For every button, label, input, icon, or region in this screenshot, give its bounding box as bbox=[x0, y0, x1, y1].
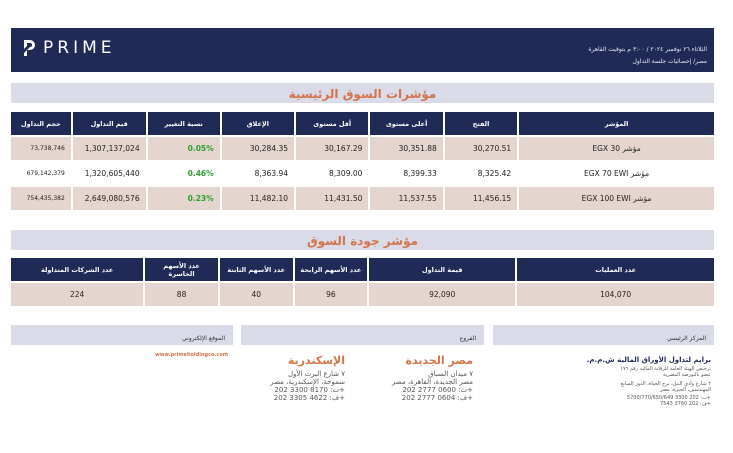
alexandria-title: الإسكندرية bbox=[287, 354, 345, 367]
close-value: 30,284.35 bbox=[222, 137, 294, 160]
heliopolis-title: مصر الجديدة bbox=[405, 354, 473, 367]
heliopolis-address2: مصر الجديدة، القاهرة، مصر bbox=[391, 378, 473, 386]
col-traded-companies: عدد الشركات المتداولة bbox=[11, 258, 143, 281]
traded-companies-value: 224 bbox=[11, 283, 143, 306]
prime-logo-icon bbox=[22, 39, 36, 57]
trades-count-value: 104,070 bbox=[517, 283, 714, 306]
high-value: 11,537.55 bbox=[370, 187, 442, 210]
market-quality-title-bar bbox=[11, 230, 714, 250]
hq-label: المركز الرئيسي bbox=[667, 335, 706, 342]
index-name: مؤشر EGX 30 bbox=[519, 137, 714, 160]
trade-value: 1,307,137,024 bbox=[73, 137, 146, 160]
low-value: 30,167.29 bbox=[296, 137, 368, 160]
table-row bbox=[11, 283, 714, 306]
low-value: 8,309.00 bbox=[296, 162, 368, 185]
high-value: 30,351.88 bbox=[370, 137, 442, 160]
table-row bbox=[11, 187, 714, 210]
gainers-value: 96 bbox=[295, 283, 368, 306]
col-open: الفتح bbox=[445, 112, 517, 135]
main-indices-title-bar bbox=[11, 83, 714, 103]
hq-phone: ت: 202 3300 5700/770/650/649+ bbox=[626, 395, 711, 401]
heliopolis-fax: ف: 0604 2777 202+ bbox=[401, 394, 473, 402]
high-value: 8,399.33 bbox=[370, 162, 442, 185]
hq-info bbox=[511, 356, 711, 407]
close-value: 8,363.94 bbox=[222, 162, 294, 185]
alexandria-fax: ف: 4622 3305 202+ bbox=[273, 394, 345, 402]
col-unchanged: عدد الأسهم الثابتة bbox=[220, 258, 293, 281]
col-trade-value: قيمة التداول bbox=[369, 258, 515, 281]
low-value: 11,431.50 bbox=[296, 187, 368, 210]
heliopolis-phone: ت: 0600 2777 202+ bbox=[402, 386, 473, 394]
change-value: 0.46% bbox=[148, 162, 220, 185]
trade-value: 2,649,080,576 bbox=[73, 187, 146, 210]
col-trades-count: عدد العمليات bbox=[517, 258, 714, 281]
website-label: الموقع الإلكتروني bbox=[182, 335, 225, 342]
heliopolis-address1: ٧ ميدان السباق bbox=[428, 370, 473, 378]
trade-volume: 679,142,379 bbox=[11, 162, 71, 185]
table-row bbox=[11, 137, 714, 160]
col-change: نسبة التغيير bbox=[148, 112, 220, 135]
market-quality-header-row bbox=[11, 258, 714, 281]
hq-fax: ف: 202 3760 7543+ bbox=[660, 401, 711, 407]
table-row bbox=[11, 162, 714, 185]
website-bar bbox=[11, 325, 233, 345]
open-value: 8,325.42 bbox=[445, 162, 517, 185]
report-subtitle: مصر/ إحصائيات جلسة التداول bbox=[632, 58, 707, 65]
col-gainers: عدد الأسهم الرابحة bbox=[295, 258, 368, 281]
heliopolis-branch bbox=[368, 354, 473, 402]
trade-value: 1,320,605,440 bbox=[73, 162, 146, 185]
hq-license: ترخيص الهيئة العامة للرقابة المالية رقم ١٧٦ bbox=[620, 366, 711, 372]
market-quality-title: مؤشر جودة السوق bbox=[306, 234, 419, 248]
brand-logo bbox=[22, 38, 116, 58]
change-value: 0.23% bbox=[148, 187, 220, 210]
hq-company: برايم لتداول الأوراق المالية ش.م.م. bbox=[586, 356, 711, 364]
market-quality-table bbox=[9, 256, 716, 308]
open-value: 11,456.15 bbox=[445, 187, 517, 210]
branches-bar bbox=[241, 325, 484, 345]
alexandria-address1: ٧ شارع البرت الأول bbox=[287, 370, 345, 378]
trade-volume: 754,435,382 bbox=[11, 187, 71, 210]
index-name: مؤشر EGX 100 EWI bbox=[519, 187, 714, 210]
hq-address1: ٢ شارع وادي النيل، برج الحياة، الدور السابع bbox=[620, 381, 711, 387]
alexandria-address2: سموحة، الإسكندرية، مصر bbox=[270, 378, 345, 386]
website-link[interactable]: www.primeholdingco.com bbox=[155, 352, 228, 358]
branches-label: الفروع bbox=[459, 335, 476, 342]
col-value: قيم التداول bbox=[73, 112, 146, 135]
alexandria-phone: ت: 8170 3300 202+ bbox=[274, 386, 345, 394]
hq-reg: عضو بالبورصة المصرية bbox=[663, 372, 711, 378]
open-value: 30,270.51 bbox=[445, 137, 517, 160]
col-volume: حجم التداول bbox=[11, 112, 71, 135]
brand-name: PRIME bbox=[43, 38, 116, 58]
report-date: الثلاثاء ٢٦ نوفمبر ٢٠٢٤ / ٣:٠٠ م بتوقيت القاهرة bbox=[588, 46, 707, 53]
trade-value-value: 92,090 bbox=[369, 283, 515, 306]
col-close: الإغلاق bbox=[222, 112, 294, 135]
col-losers: عدد الأسهم الخاسرة bbox=[145, 258, 218, 281]
col-index: المؤشر bbox=[519, 112, 714, 135]
change-value: 0.05% bbox=[148, 137, 220, 160]
index-name: مؤشر EGX 70 EWI bbox=[519, 162, 714, 185]
hq-bar bbox=[493, 325, 714, 345]
main-indices-title: مؤشرات السوق الرئيسية bbox=[288, 87, 437, 101]
losers-value: 88 bbox=[145, 283, 218, 306]
main-indices-table bbox=[9, 110, 716, 212]
hq-address2: المهندسين، الجيزة، مصر bbox=[660, 387, 711, 393]
close-value: 11,482.10 bbox=[222, 187, 294, 210]
col-high: أعلى مستوى bbox=[370, 112, 442, 135]
alexandria-branch bbox=[250, 354, 345, 402]
col-low: أقل مستوى bbox=[296, 112, 368, 135]
main-indices-header-row bbox=[11, 112, 714, 135]
unchanged-value: 40 bbox=[220, 283, 293, 306]
trade-volume: 73,738,746 bbox=[11, 137, 71, 160]
